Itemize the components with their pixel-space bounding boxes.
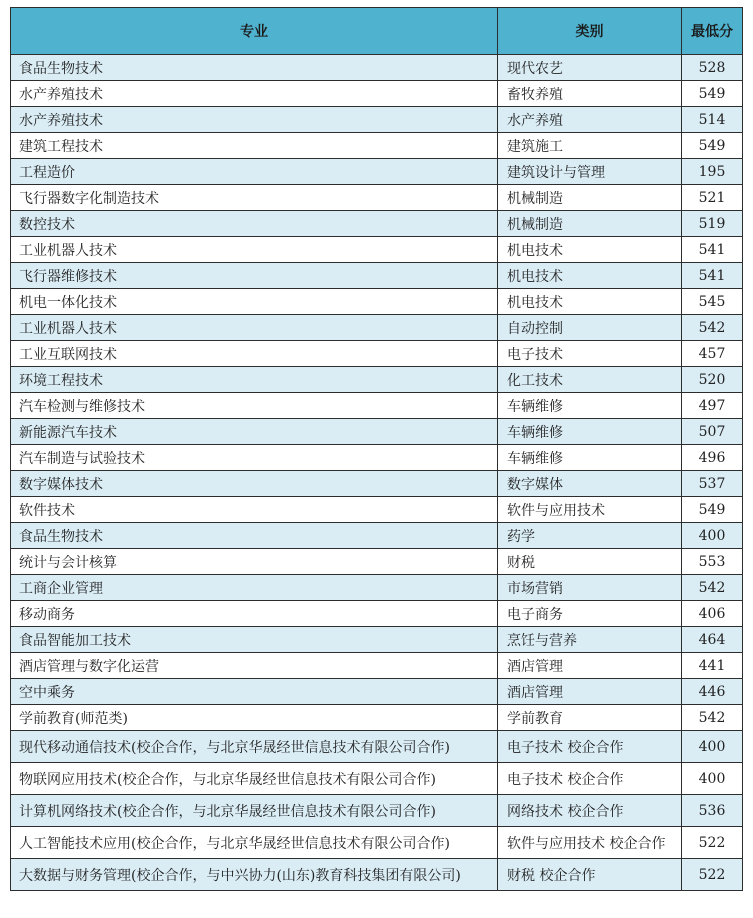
table-row: [11, 549, 743, 575]
table-row: [11, 393, 743, 419]
major-cell: 大数据与财务管理(校企合作，与中兴协力(山东)教育科技集团有限公司): [11, 859, 498, 891]
score-cell: 541: [682, 237, 743, 263]
table-row: [11, 159, 743, 185]
table-row: [11, 315, 743, 341]
major-cell: 工业机器人技术: [11, 315, 498, 341]
category-cell: 畜牧养殖: [498, 81, 682, 107]
table-row: [11, 731, 743, 763]
category-cell: 电子技术 校企合作: [498, 763, 682, 795]
table-row: [11, 107, 743, 133]
major-cell: 学前教育(师范类): [11, 705, 498, 731]
score-cell: 537: [682, 471, 743, 497]
major-cell: 软件技术: [11, 497, 498, 523]
table-row: [11, 763, 743, 795]
major-cell: 现代移动通信技术(校企合作，与北京华晟经世信息技术有限公司合作): [11, 731, 498, 763]
score-cell: 400: [682, 523, 743, 549]
table-row: [11, 133, 743, 159]
score-cell: 522: [682, 827, 743, 859]
table-row: [11, 575, 743, 601]
score-cell: 549: [682, 81, 743, 107]
major-cell: 水产养殖技术: [11, 81, 498, 107]
category-cell: 机电技术: [498, 237, 682, 263]
major-cell: 机电一体化技术: [11, 289, 498, 315]
major-cell: 工业机器人技术: [11, 237, 498, 263]
category-cell: 软件与应用技术: [498, 497, 682, 523]
major-cell: 食品生物技术: [11, 523, 498, 549]
table-row: [11, 445, 743, 471]
table-row: [11, 705, 743, 731]
major-cell: 飞行器数字化制造技术: [11, 185, 498, 211]
category-cell: 机电技术: [498, 289, 682, 315]
table-row: [11, 289, 743, 315]
major-cell: 汽车检测与维修技术: [11, 393, 498, 419]
major-cell: 统计与会计核算: [11, 549, 498, 575]
category-cell: 机械制造: [498, 185, 682, 211]
score-table-container: [10, 7, 742, 891]
major-cell: 飞行器维修技术: [11, 263, 498, 289]
major-cell: 人工智能技术应用(校企合作，与北京华晟经世信息技术有限公司合作): [11, 827, 498, 859]
score-cell: 496: [682, 445, 743, 471]
score-cell: 549: [682, 497, 743, 523]
table-row: [11, 653, 743, 679]
category-cell: 机电技术: [498, 263, 682, 289]
category-cell: 车辆维修: [498, 445, 682, 471]
table-row: [11, 523, 743, 549]
category-cell: 财税: [498, 549, 682, 575]
table-row: [11, 419, 743, 445]
major-cell: 移动商务: [11, 601, 498, 627]
header-row: [11, 8, 743, 55]
table-row: [11, 795, 743, 827]
category-cell: 学前教育: [498, 705, 682, 731]
score-cell: 549: [682, 133, 743, 159]
score-cell: 507: [682, 419, 743, 445]
score-cell: 446: [682, 679, 743, 705]
table-row: [11, 81, 743, 107]
category-cell: 药学: [498, 523, 682, 549]
table-row: [11, 341, 743, 367]
category-cell: 网络技术 校企合作: [498, 795, 682, 827]
score-cell: 553: [682, 549, 743, 575]
table-row: [11, 367, 743, 393]
score-cell: 542: [682, 315, 743, 341]
category-cell: 软件与应用技术 校企合作: [498, 827, 682, 859]
table-row: [11, 185, 743, 211]
table-row: [11, 601, 743, 627]
table-row: [11, 471, 743, 497]
score-cell: 536: [682, 795, 743, 827]
category-cell: 自动控制: [498, 315, 682, 341]
major-cell: 食品生物技术: [11, 55, 498, 81]
header-major: 专业: [11, 8, 498, 55]
score-cell: 406: [682, 601, 743, 627]
category-cell: 酒店管理: [498, 679, 682, 705]
major-cell: 建筑工程技术: [11, 133, 498, 159]
major-cell: 物联网应用技术(校企合作，与北京华晟经世信息技术有限公司合作): [11, 763, 498, 795]
major-cell: 工商企业管理: [11, 575, 498, 601]
table-row: [11, 211, 743, 237]
category-cell: 现代农艺: [498, 55, 682, 81]
category-cell: 车辆维修: [498, 393, 682, 419]
score-cell: 441: [682, 653, 743, 679]
major-cell: 工程造价: [11, 159, 498, 185]
score-cell: 521: [682, 185, 743, 211]
table-row: [11, 55, 743, 81]
score-cell: 457: [682, 341, 743, 367]
score-cell: 520: [682, 367, 743, 393]
score-cell: 541: [682, 263, 743, 289]
category-cell: 水产养殖: [498, 107, 682, 133]
table-row: [11, 679, 743, 705]
table-row: [11, 237, 743, 263]
category-cell: 财税 校企合作: [498, 859, 682, 891]
category-cell: 酒店管理: [498, 653, 682, 679]
major-cell: 数字媒体技术: [11, 471, 498, 497]
category-cell: 建筑设计与管理: [498, 159, 682, 185]
category-cell: 电子技术: [498, 341, 682, 367]
category-cell: 烹饪与营养: [498, 627, 682, 653]
table-row: [11, 263, 743, 289]
table-header: [11, 8, 743, 55]
category-cell: 化工技术: [498, 367, 682, 393]
category-cell: 机械制造: [498, 211, 682, 237]
score-cell: 542: [682, 705, 743, 731]
major-cell: 酒店管理与数字化运营: [11, 653, 498, 679]
major-cell: 食品智能加工技术: [11, 627, 498, 653]
score-cell: 497: [682, 393, 743, 419]
score-cell: 522: [682, 859, 743, 891]
category-cell: 建筑施工: [498, 133, 682, 159]
major-cell: 水产养殖技术: [11, 107, 498, 133]
score-cell: 545: [682, 289, 743, 315]
category-cell: 数字媒体: [498, 471, 682, 497]
category-cell: 电子技术 校企合作: [498, 731, 682, 763]
major-cell: 计算机网络技术(校企合作，与北京华晟经世信息技术有限公司合作): [11, 795, 498, 827]
major-cell: 汽车制造与试验技术: [11, 445, 498, 471]
score-cell: 400: [682, 731, 743, 763]
major-cell: 环境工程技术: [11, 367, 498, 393]
score-cell: 195: [682, 159, 743, 185]
category-cell: 市场营销: [498, 575, 682, 601]
category-cell: 车辆维修: [498, 419, 682, 445]
table-row: [11, 627, 743, 653]
category-cell: 电子商务: [498, 601, 682, 627]
score-table: [10, 7, 743, 891]
score-cell: 514: [682, 107, 743, 133]
table-row: [11, 827, 743, 859]
header-min-score: 最低分: [682, 8, 743, 55]
table-row: [11, 859, 743, 891]
score-cell: 542: [682, 575, 743, 601]
score-cell: 528: [682, 55, 743, 81]
major-cell: 新能源汽车技术: [11, 419, 498, 445]
major-cell: 空中乘务: [11, 679, 498, 705]
score-cell: 519: [682, 211, 743, 237]
major-cell: 工业互联网技术: [11, 341, 498, 367]
table-body: [11, 55, 743, 891]
major-cell: 数控技术: [11, 211, 498, 237]
score-cell: 464: [682, 627, 743, 653]
table-row: [11, 497, 743, 523]
score-cell: 400: [682, 763, 743, 795]
header-category: 类别: [498, 8, 682, 55]
